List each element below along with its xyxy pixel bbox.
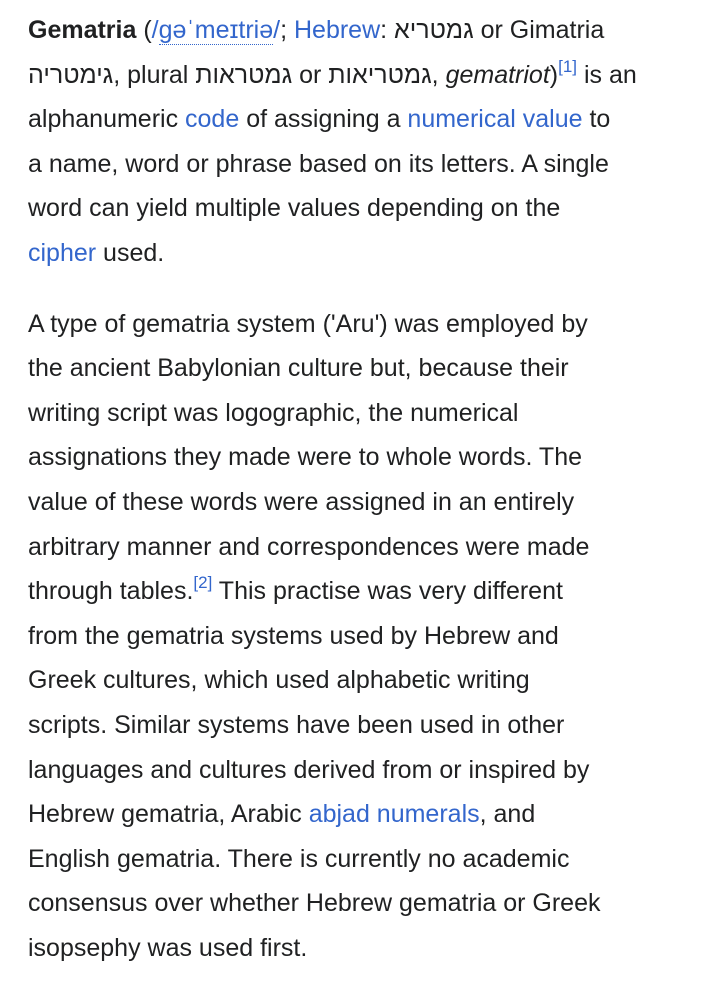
- hebrew-word: גימטריה: [28, 60, 114, 89]
- reference-link-2[interactable]: [2]: [193, 573, 213, 593]
- text-run: through tables.: [28, 577, 194, 606]
- reference-link-1[interactable]: [1]: [558, 56, 578, 76]
- text-run: , and: [479, 800, 536, 829]
- code-link[interactable]: code: [185, 105, 240, 134]
- text-run: or: [292, 60, 329, 89]
- history-paragraph: [28, 302, 682, 971]
- gematriot-term: gematriot: [445, 60, 550, 89]
- text-line: writing script was logographic, the numerical: [28, 398, 519, 427]
- text-line: isopsephy was used first.: [28, 933, 308, 962]
- text-run: alphanumeric: [28, 105, 186, 134]
- abjad-numerals-link[interactable]: abjad numerals: [308, 800, 480, 829]
- text-line: English gematria. There is currently no academic: [28, 844, 570, 873]
- text-line: from the gematria systems used by Hebrew and: [28, 621, 559, 650]
- text-run: used.: [96, 238, 165, 267]
- text-run: or Gimatria: [473, 16, 605, 44]
- text-line: word can yield multiple values depending on the: [28, 194, 561, 223]
- text-line: [28, 792, 682, 837]
- text-line: languages and cultures derived from or inspired by: [28, 755, 590, 784]
- hebrew-language-link[interactable]: Hebrew: [293, 16, 381, 44]
- text-line: [28, 569, 682, 614]
- punctuation: ): [549, 60, 559, 89]
- text-line: Greek cultures, which used alphabetic writing: [28, 666, 530, 695]
- text-run: to: [582, 105, 611, 134]
- text-line: arbitrary manner and correspondences were made: [28, 532, 590, 561]
- text-line: [28, 231, 682, 276]
- ipa-slash-close[interactable]: /: [273, 16, 281, 44]
- ipa-slash-open[interactable]: /: [151, 16, 159, 44]
- text-run: This practise was very different: [212, 577, 563, 606]
- ipa-pronunciation-link[interactable]: ɡəˈmeɪtriə: [158, 16, 274, 44]
- hebrew-word: גמטראות: [195, 60, 293, 89]
- text-run: is an: [577, 60, 637, 89]
- intro-paragraph: [28, 8, 682, 276]
- article-term: Gematria: [28, 16, 137, 44]
- text-line: A type of gematria system ('Aru') was employed by: [28, 309, 588, 338]
- text-line: scripts. Similar systems have been used in other: [28, 710, 565, 739]
- text-line: [28, 97, 682, 142]
- text-line: [28, 8, 682, 53]
- punctuation: :: [380, 16, 395, 44]
- text-line: assignations they made were to whole words. The: [28, 443, 583, 472]
- text-run: , plural: [113, 60, 196, 89]
- text-line: value of these words were assigned in an entirely: [28, 487, 575, 516]
- text-line: a name, word or phrase based on its letters. A single: [28, 149, 609, 178]
- text-line: consensus over whether Hebrew gematria or Greek: [28, 889, 601, 918]
- text-line: the ancient Babylonian culture but, because their: [28, 354, 569, 383]
- punctuation: ;: [280, 16, 294, 44]
- hebrew-word: גמטריאות: [328, 60, 432, 89]
- punctuation: (: [136, 16, 152, 44]
- cipher-link[interactable]: cipher: [28, 238, 97, 267]
- punctuation: ,: [431, 60, 446, 89]
- hebrew-word: גמטריא: [394, 16, 474, 44]
- text-run: Hebrew gematria, Arabic: [28, 800, 309, 829]
- numerical-value-link[interactable]: numerical value: [407, 105, 583, 134]
- text-run: of assigning a: [239, 105, 408, 134]
- text-line: [28, 53, 682, 98]
